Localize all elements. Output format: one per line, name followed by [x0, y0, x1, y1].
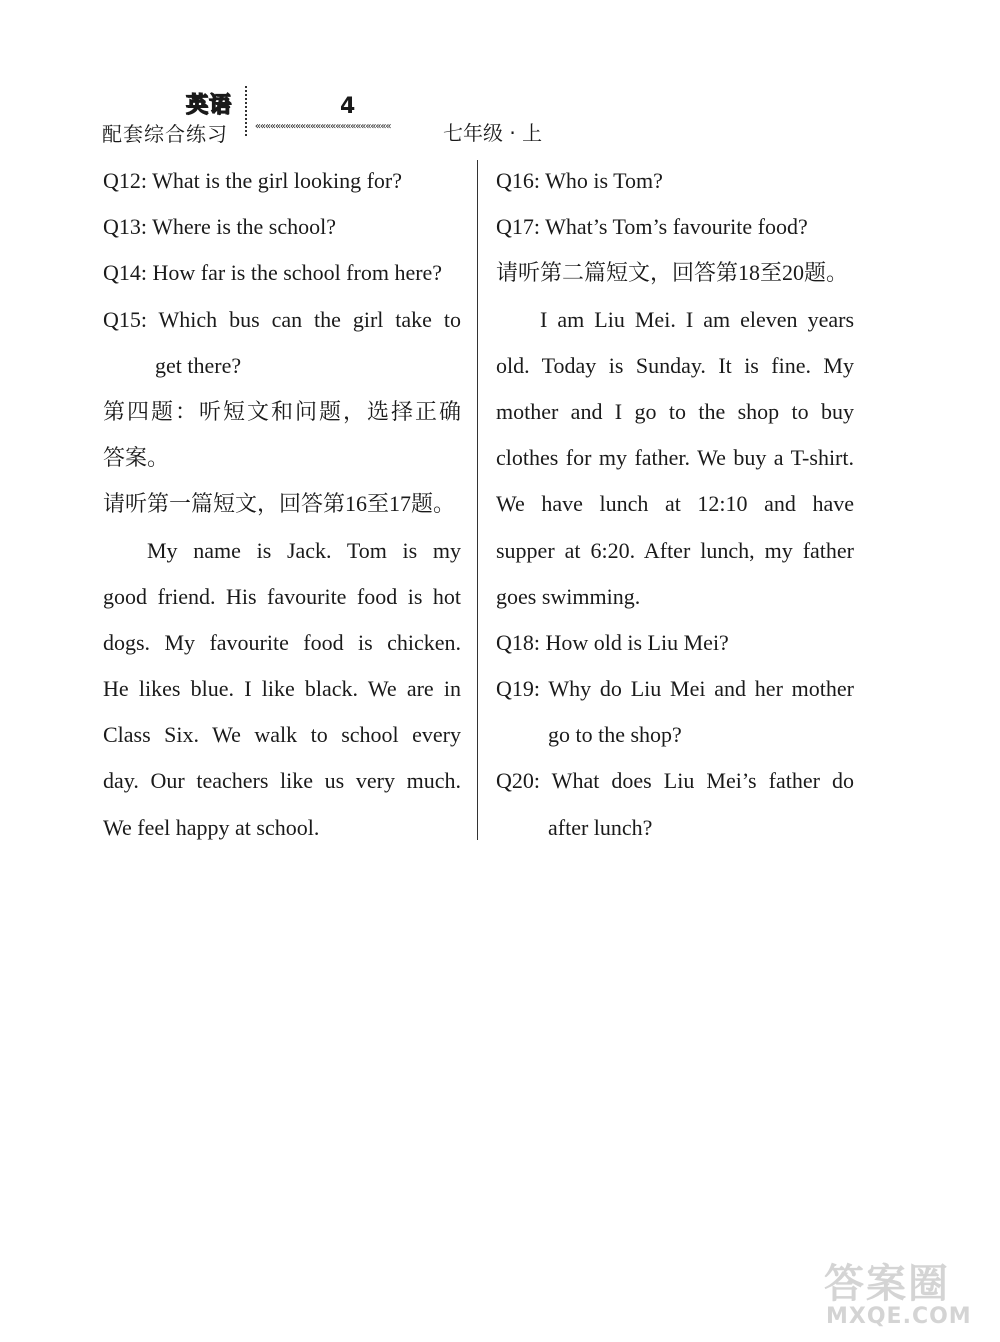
passage-line: goes swimming.	[496, 583, 641, 609]
watermark	[820, 1252, 990, 1334]
passage-line: mother and I go to the shop to buy	[496, 398, 854, 424]
question-q12: Q12: What is the girl looking for?	[103, 168, 402, 193]
question-q13: Q13: Where is the school?	[103, 214, 336, 240]
question-q17: Q17: What’s Tom’s favourite food?	[496, 214, 808, 240]
passage-line: We have lunch at 12:10 and have	[496, 491, 854, 517]
question-q19-cont: go to the shop?	[548, 722, 682, 748]
passage-instruction: 请听第二篇短文，回答第18至20题。	[496, 260, 849, 286]
subject-title: 英语	[186, 93, 233, 118]
question-q15-cont: get there?	[155, 352, 242, 378]
watermark-en: MXQE.COM	[826, 1304, 972, 1329]
section-heading: 第四题：听短文和问题，选择正确	[103, 398, 461, 424]
passage-line: We feel happy at school.	[103, 814, 320, 840]
passage-line: He likes blue. I like black. We are in	[103, 676, 461, 702]
grade-label: 七年级 · 上	[443, 121, 543, 145]
passage-line: dogs. My favourite food is chicken.	[103, 629, 461, 655]
question-q19: Q19: Why do Liu Mei and her mother	[496, 676, 854, 702]
column-divider	[477, 160, 478, 840]
watermark-cn: 答案圈	[824, 1261, 950, 1307]
section-heading-cont: 答案。	[103, 445, 170, 471]
page-header	[100, 86, 560, 146]
passage-line: I am Liu Mei. I am eleven years	[540, 306, 854, 332]
passage-line: old. Today is Sunday. It is fine. My	[496, 352, 854, 378]
page-number: 4	[340, 94, 356, 119]
question-q16: Q16: Who is Tom?	[496, 168, 663, 193]
passage-line: supper at 6:20. After lunch, my father	[496, 537, 854, 563]
header-divider	[245, 86, 247, 136]
question-q20-cont: after lunch?	[548, 814, 653, 840]
passage-line: clothes for my father. We buy a T-shirt.	[496, 445, 854, 471]
passage-line: day. Our teachers like us very much.	[103, 768, 461, 794]
question-q14: Q14: How far is the school from here?	[103, 260, 443, 286]
decorative-dots: «««««««««««««««««««««««««««	[255, 121, 391, 132]
left-column	[103, 158, 461, 851]
right-column	[496, 158, 854, 851]
question-q15: Q15: Which bus can the girl take to	[103, 306, 461, 332]
question-q20: Q20: What does Liu Mei’s father do	[496, 768, 854, 794]
series-title: 配套综合练习	[102, 122, 228, 146]
passage-instruction: 请听第一篇短文，回答第16至17题。	[103, 491, 456, 517]
passage-line: good friend. His favourite food is hot	[103, 583, 461, 609]
question-q18: Q18: How old is Liu Mei?	[496, 629, 729, 655]
passage-line: Class Six. We walk to school every	[103, 722, 461, 748]
passage-line: My name is Jack. Tom is my	[147, 537, 461, 563]
